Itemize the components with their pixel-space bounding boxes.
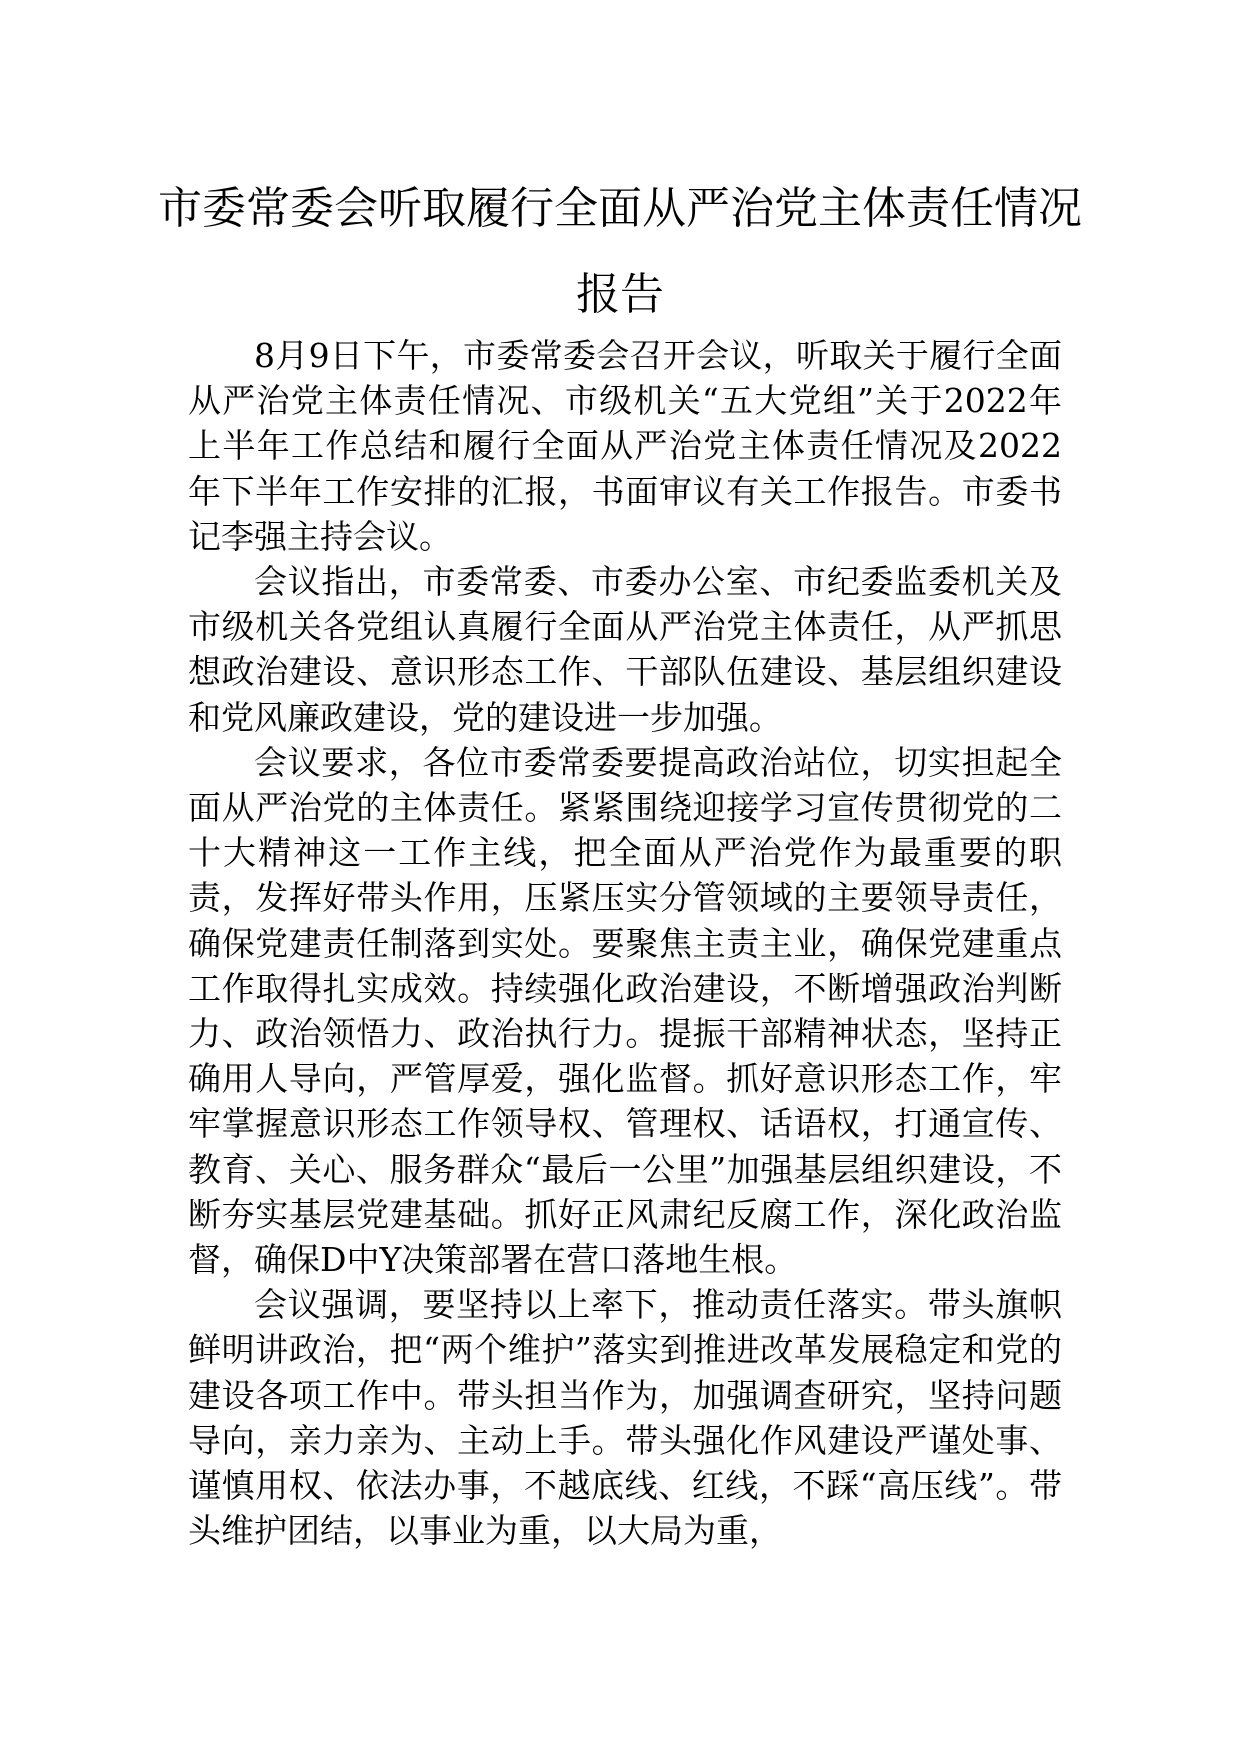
paragraph-meeting-emphasis: 会议强调，要坚持以上率下，推动责任落实。带头旗帜鲜明讲政治，把“两个维护”落实到推进改革发展稳定和党的建设各项工作中。带头担当作为，加强调查研究，坚持问题导向，亲力亲为、主动上手。带头强化作风建设严谨处事、谨慎用权、依法办事，不越底线、红线，不踩“高压线”。带头维护团结，以事业为重，以大局为重， [188,1285,1062,1551]
document-title: 市委常委会听取履行全面从严治党主体责任情况报告 [158,183,1082,320]
paragraph-meeting-overview: 8月9日下午，市委常委会召开会议，听取关于履行全面从严治党主体责任情况、市级机关“五大党组”关于2022年上半年工作总结和履行全面从严治党主体责任情况及2022年下半年工作安排的汇报，书面审议有关工作报告。市委书记李强主持会议。 [188,336,1062,556]
document-body [188,333,1062,1553]
paragraph-meeting-findings: 会议指出，市委常委、市委办公室、市纪委监委机关及市级机关各党组认真履行全面从严治党主体责任，从严抓思想政治建设、意识形态工作、干部队伍建设、基层组织建设和党风廉政建设，党的建设进一步加强。 [188,562,1062,737]
paragraph-meeting-requirements: 会议要求，各位市委常委要提高政治站位，切实担起全面从严治党的主体责任。紧紧围绕迎接学习宣传贯彻党的二十大精神这一工作主线，把全面从严治党作为最重要的职责，发挥好带头作用，压紧压实分管领域的主要领导责任，确保党建责任制落到实处。要聚焦主责主业，确保党建重点工作取得扎实成效。持续强化政治建设，不断增强政治判断力、政治领悟力、政治执行力。提振干部精神状态，坚持正确用人导向，严管厚爱，强化监督。抓好意识形态工作，牢牢掌握意识形态工作领导权、管理权、话语权，打通宣传、教育、关心、服务群众“最后一公里”加强基层组织建设，不断夯实基层党建基础。抓好正风肃纪反腐工作，深化政治监督，确保D中Y决策部署在营口落地生根。 [188,742,1062,1280]
